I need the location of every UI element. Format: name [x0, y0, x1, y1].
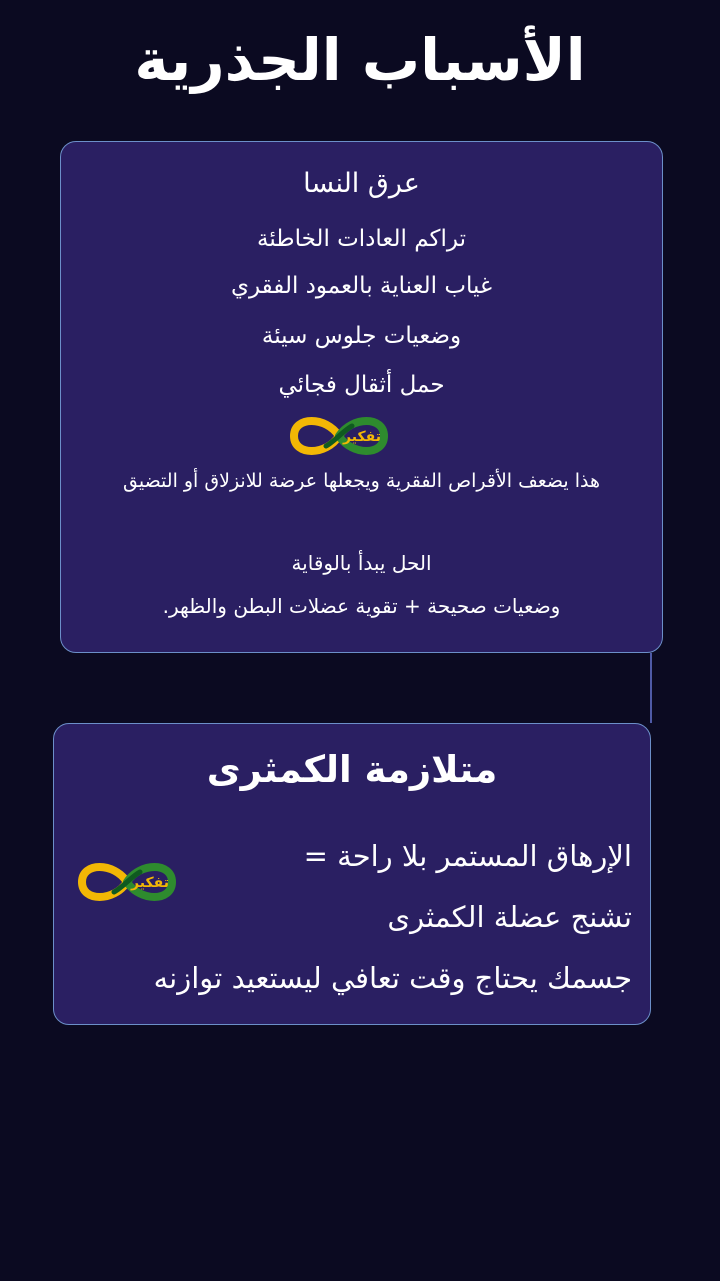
spasm-line: تشنج عضلة الكمثرى	[387, 900, 632, 934]
recovery-line: جسمك يحتاج وقت تعافي ليستعيد توازنه	[153, 961, 632, 995]
piriformis-heading: متلازمة الكمثرى	[206, 748, 498, 791]
cause-item: وضعيات جلوس سيئة	[261, 323, 462, 349]
connector-line	[650, 653, 652, 723]
cause-item: غياب العناية بالعمود الفقري	[230, 273, 493, 299]
fatigue-line: الإرهاق المستمر بلا راحة =	[303, 839, 632, 873]
logo-wordmark: تفكير	[343, 429, 381, 445]
cause-item: حمل أثقال فجائي	[278, 372, 445, 398]
page-title: الأسباب الجذرية	[134, 26, 586, 94]
solution-text: وضعيات صحيحة + تقوية عضلات البطن والظهر.	[162, 594, 561, 618]
sciatica-heading: عرق النسا	[303, 168, 420, 199]
infinity-logo-icon	[286, 408, 392, 464]
infinity-logo-icon	[74, 854, 180, 910]
disc-note: هذا يضعف الأقراص الفقرية ويجعلها عرضة للانزلاق أو التضيق	[122, 470, 601, 492]
cause-item: تراكم العادات الخاطئة	[257, 226, 466, 252]
solution-title: الحل يبدأ بالوقاية	[291, 551, 432, 575]
sciatica-card	[60, 141, 663, 653]
piriformis-card	[53, 723, 651, 1025]
logo-wordmark: تفكير	[131, 875, 169, 891]
